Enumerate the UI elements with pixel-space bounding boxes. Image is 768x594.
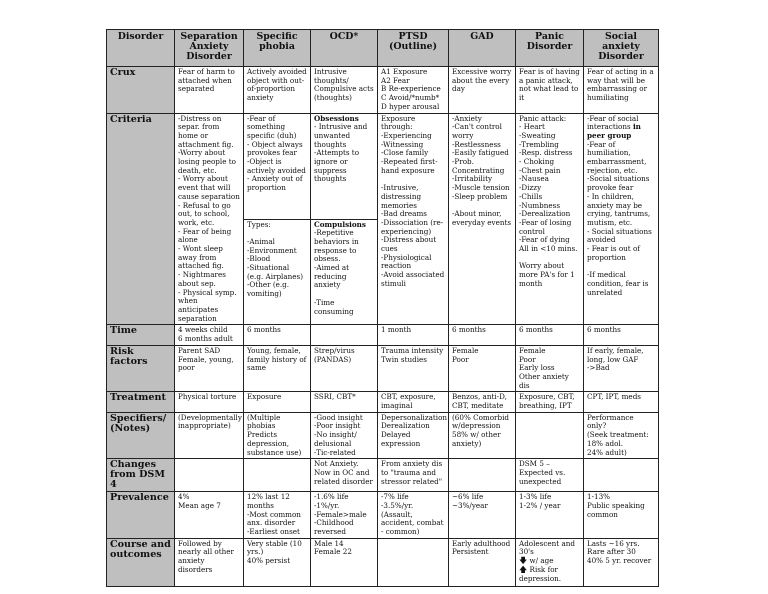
cell-prevalence-gad: ~6% life ~3%/year bbox=[449, 492, 516, 539]
cell-specifiers-gad: (60% Comorbid w/depression 58% w/ other anxiety) bbox=[449, 412, 516, 459]
ocd-obsessions-block bbox=[311, 114, 377, 219]
header-ocd: OCD* bbox=[311, 30, 378, 67]
cell-course-gad: Early adulthood Persistent bbox=[449, 538, 516, 586]
cell-prevalence-panic: 1-3% life 1-2% / year bbox=[516, 492, 584, 539]
header-ptsd: PTSD (Outline) bbox=[378, 30, 449, 67]
cell-prevalence-ptsd: -7% life -3.5%/yr. (Assault, accident, combat - common) bbox=[378, 492, 449, 539]
row-label-treatment: Treatment bbox=[107, 392, 175, 412]
course-panic-up-line bbox=[519, 566, 580, 583]
row-label-risk: Risk factors bbox=[107, 345, 175, 392]
header-social-anxiety: Social anxiety Disorder bbox=[584, 30, 659, 67]
cell-specifiers-ptsd: Depersonalization Derealization Delayed expression bbox=[378, 412, 449, 459]
cell-crux-phobia: Actively avoided object with out-of-proportion anxiety bbox=[244, 67, 311, 114]
row-label-time: Time bbox=[107, 325, 175, 345]
phobia-criteria-text: -Fear of something specific (duh) - Object always provokes fear -Object is actively avoided - Anxiety out of proportion bbox=[247, 113, 306, 193]
cell-course-social: Lasts ~16 yrs. Rare after 30 40% 5 yr. recover bbox=[584, 538, 659, 586]
cell-risk-ptsd: Trauma intensity Twin studies bbox=[378, 345, 449, 392]
cell-criteria-ocd bbox=[311, 113, 378, 325]
cell-criteria-social bbox=[584, 113, 659, 325]
cell-risk-sep: Parent SAD Female, young, poor bbox=[175, 345, 244, 392]
row-course-outcomes bbox=[107, 538, 659, 586]
cell-crux-sep: Fear of harm to attached when separated bbox=[175, 67, 244, 114]
header-separation-anxiety: Separation Anxiety Disorder bbox=[175, 30, 244, 67]
cell-course-ocd: Male 14 Female 22 bbox=[311, 538, 378, 586]
cell-risk-ocd: Strep/virus (PANDAS) bbox=[311, 345, 378, 392]
cell-risk-panic: Female Poor Early loss Other anxiety dis bbox=[516, 345, 584, 392]
cell-criteria-panic: Panic attack: - Heart -Sweating -Trembling -Resp. distress - Choking -Chest pain -Nausea -Dizzy -Chills -Numbness -Derealization -Fear of losing control -Fear of dying All in <10 mins. Worry about more PA's for 1 month bbox=[516, 113, 584, 325]
social-criteria-rest: -Fear of humiliation, embarrassment, rejection, etc. -Social situations provoke fear - In children, anxiety may be crying, tantrums, mutism, etc. - Social situations avoided - Fear is out of proportion -If medical condition, fear is unrelated bbox=[587, 139, 652, 297]
header-panic: Panic Disorder bbox=[516, 30, 584, 67]
header-specific-phobia: Specific phobia bbox=[244, 30, 311, 67]
cell-time-panic: 6 months bbox=[516, 325, 584, 345]
cell-time-gad: 6 months bbox=[449, 325, 516, 345]
cell-time-ocd bbox=[311, 325, 378, 345]
cell-crux-gad: Excessive worry about the every day bbox=[449, 67, 516, 114]
arrow-down-icon: 🡇 bbox=[519, 556, 528, 566]
cell-specifiers-ocd: -Good insight -Poor insight -No insight/ delusional -Tic-related bbox=[311, 412, 378, 459]
cell-criteria-phobia bbox=[244, 113, 311, 325]
cell-specifiers-sep: (Developmentally inappropriate) bbox=[175, 412, 244, 459]
cell-changes-social bbox=[584, 459, 659, 492]
cell-crux-ptsd: A1 Exposure A2 Fear B Re-experience C Avoid/*numb* D hyper arousal bbox=[378, 67, 449, 114]
cell-prevalence-social: 1-13% Public speaking common bbox=[584, 492, 659, 539]
row-label-changes: Changes from DSM 4 bbox=[107, 459, 175, 492]
cell-criteria-gad: -Anxiety -Can't control worry -Restlessness -Easily fatigued -Prob. Concentrating -Irritability -Muscle tension -Sleep problem -About minor, everyday events bbox=[449, 113, 516, 325]
cell-changes-phobia bbox=[244, 459, 311, 492]
arrow-up-icon: 🡅 bbox=[519, 564, 528, 574]
cell-treatment-social: CPT, IPT, meds bbox=[584, 392, 659, 412]
cell-time-social: 6 months bbox=[584, 325, 659, 345]
cell-treatment-gad: Benzos, anti-D, CBT, meditate bbox=[449, 392, 516, 412]
row-criteria bbox=[107, 113, 659, 325]
cell-course-panic bbox=[516, 538, 584, 586]
row-label-criteria: Criteria bbox=[107, 113, 175, 325]
ocd-compulsions-block bbox=[311, 219, 377, 318]
row-changes-dsm4 bbox=[107, 459, 659, 492]
ocd-obsessions-text: - Intrusive and unwanted thoughts -Attempts to ignore or suppress thoughts bbox=[314, 122, 368, 184]
cell-specifiers-panic bbox=[516, 412, 584, 459]
cell-time-ptsd: 1 month bbox=[378, 325, 449, 345]
cell-course-phobia: Very stable (10 yrs.) 40% persist bbox=[244, 538, 311, 586]
social-criteria-intro: -Fear of social interactions bbox=[587, 113, 639, 132]
row-label-prevalence: Prevalence bbox=[107, 492, 175, 539]
cell-treatment-ptsd: CBT, exposure, imaginal bbox=[378, 392, 449, 412]
cell-prevalence-sep: 4% Mean age 7 bbox=[175, 492, 244, 539]
cell-specifiers-phobia: (Multiple phobias Predicts depression, substance use) bbox=[244, 412, 311, 459]
social-criteria-bold: in peer group bbox=[587, 122, 641, 140]
cell-changes-panic: DSM 5 – Expected vs. unexpected bbox=[516, 459, 584, 492]
cell-changes-ocd bbox=[311, 459, 378, 492]
cell-treatment-phobia: Exposure bbox=[244, 392, 311, 412]
row-label-crux: Crux bbox=[107, 67, 175, 114]
ocd-compulsions-text: -Repetitive behaviors in response to obsess. -Aimed at reducing anxiety -Time consuming bbox=[314, 228, 359, 316]
cell-treatment-sep: Physical torture bbox=[175, 392, 244, 412]
cell-criteria-sep: -Distress on separ. from home or attachment fig. -Worry about losing people to death, etc. - Worry about event that will cause separation - Refusal to go out, to school, work, etc. - Fear of being alone - Wont sleep away from attached fig. - Nightmares about sep. - Physical symp. when anticipates separation bbox=[175, 113, 244, 325]
changes-ocd-text: Not Anxiety. Now in OC and related disorder bbox=[314, 459, 373, 486]
header-gad: GAD bbox=[449, 30, 516, 67]
header-row bbox=[107, 30, 659, 67]
cell-crux-panic: Fear is of having a panic attack, not what lead to it bbox=[516, 67, 584, 114]
cell-time-phobia: 6 months bbox=[244, 325, 311, 345]
phobia-types-text: Types: -Animal -Environment -Blood -Situational (e.g. Airplanes) -Other (e.g. vomiting) bbox=[244, 219, 310, 300]
ocd-obsessions-title: Obsessions bbox=[314, 113, 359, 123]
cell-changes-sep bbox=[175, 459, 244, 492]
course-panic-up-text: Risk for depression. bbox=[519, 564, 562, 583]
cell-time-sep: 4 weeks child 6 months adult bbox=[175, 325, 244, 345]
cell-changes-gad bbox=[449, 459, 516, 492]
row-label-course: Course and outcomes bbox=[107, 538, 175, 586]
cell-course-sep: Followed by nearly all other anxiety disorders bbox=[175, 538, 244, 586]
row-prevalence bbox=[107, 492, 659, 539]
cell-treatment-ocd: SSRI, CBT* bbox=[311, 392, 378, 412]
cell-prevalence-ocd: -1.6% life -1%/yr. -Female>male -Childhood reversed bbox=[311, 492, 378, 539]
cell-risk-social: If early, female, long, low GAF ->Bad bbox=[584, 345, 659, 392]
cell-course-ptsd bbox=[378, 538, 449, 586]
cell-risk-phobia: Young, female, family history of same bbox=[244, 345, 311, 392]
row-label-specifiers: Specifiers/ (Notes) bbox=[107, 412, 175, 459]
cell-crux-social: Fear of acting in a way that will be embarrassing or humiliating bbox=[584, 67, 659, 114]
cell-specifiers-social: Performance only? (Seek treatment: 18% adol. 24% adult) bbox=[584, 412, 659, 459]
row-time bbox=[107, 325, 659, 345]
cell-changes-ptsd: From anxiety dis to "trauma and stressor related" bbox=[378, 459, 449, 492]
course-panic-down-text: w/ age bbox=[529, 556, 554, 566]
cell-treatment-panic: Exposure, CBT, breathing, IPT bbox=[516, 392, 584, 412]
course-panic-line1: Adolescent and 30's bbox=[519, 538, 575, 557]
cell-risk-gad: Female Poor bbox=[449, 345, 516, 392]
row-risk-factors bbox=[107, 345, 659, 392]
cell-criteria-ptsd: Exposure through: -Experiencing -Witnessing -Close family -Repeated first-hand exposure -Intrusive, distressing memories -Bad dreams -Dissociation (re-experiencing) -Distress about cues -Physiological reaction -Avoid associated stimuli bbox=[378, 113, 449, 325]
row-specifiers bbox=[107, 412, 659, 459]
disorder-comparison-table bbox=[106, 29, 659, 587]
row-treatment bbox=[107, 392, 659, 412]
ocd-compulsions-title: Compulsions bbox=[314, 219, 366, 229]
cell-crux-ocd: Intrusive thoughts/ Compulsive acts (thoughts) bbox=[311, 67, 378, 114]
row-crux bbox=[107, 67, 659, 114]
cell-prevalence-phobia: 12% last 12 months -Most common anx. disorder -Earliest onset bbox=[244, 492, 311, 539]
header-disorder: Disorder bbox=[107, 30, 175, 67]
